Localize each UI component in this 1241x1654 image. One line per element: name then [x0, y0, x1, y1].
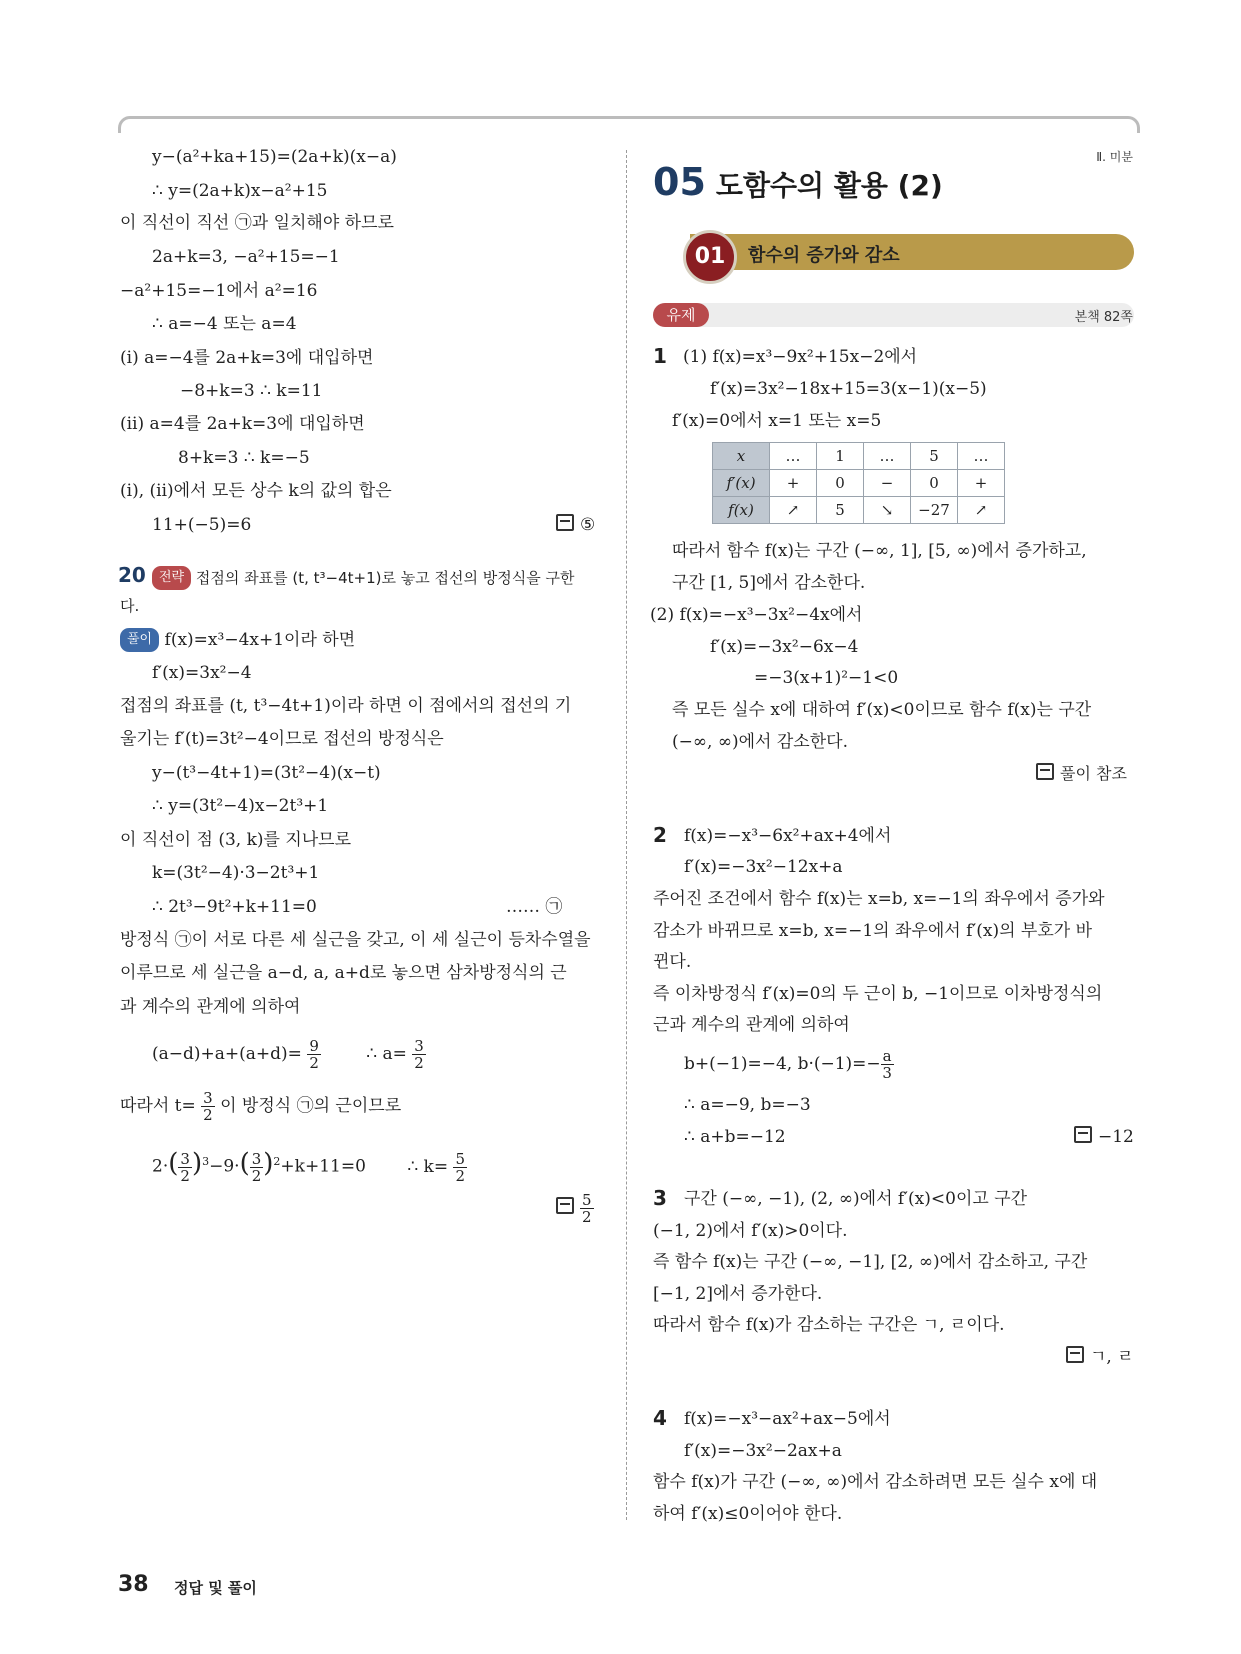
text-line: (ⅰ), (ⅱ)에서 모든 상수 k의 값의 합은 — [120, 481, 392, 501]
text-line: 방정식 ㉠이 서로 다른 세 실근을 갖고, 이 세 실근이 등차수열을 — [120, 930, 591, 950]
text-line: 이 직선이 점 (3, k)를 지나므로 — [120, 830, 352, 850]
answer-mark-icon — [1066, 1346, 1084, 1363]
variation-table — [712, 442, 1005, 524]
answer-mark-icon — [1074, 1126, 1092, 1143]
footer-label: 정답 및 풀이 — [174, 1579, 257, 1597]
text-line: 8+k=3 ∴ k=−5 — [178, 448, 310, 468]
text-line: 울기는 f′(t)=3t²−4이므로 접선의 방정식은 — [120, 729, 444, 749]
text-line: ∴ a=−4 또는 a=4 — [152, 314, 297, 334]
fraction: $\frac{3}{2}$ — [203, 1089, 213, 1124]
text-line: y−(a²+ka+15)=(2a+k)(x−a) — [152, 147, 397, 167]
text-line: (ⅰ) a=−4를 2a+k=3에 대입하면 — [120, 348, 374, 368]
fraction: $\frac{3}{2}$ — [414, 1037, 424, 1072]
text-line: f′(x)=3x²−4 — [152, 663, 252, 683]
text-line: −a²+15=−1에서 a²=16 — [120, 281, 318, 301]
text-line: 따라서 함수 f(x)는 구간 (−∞, 1], [5, ∞)에서 증가하고, — [672, 541, 1087, 561]
text-line: 감소가 바뀌므로 x=b, x=−1의 좌우에서 f′(x)의 부호가 바 — [653, 921, 1093, 941]
equation-line: (a−d)+a+(a+d)= $\frac{9}{2}$ ∴ a= $\frac{3}{2}$ — [152, 1037, 424, 1072]
text-line: 근과 계수의 관계에 의하여 — [653, 1015, 850, 1035]
fraction: $\frac{9}{2}$ — [309, 1037, 319, 1072]
text-line: 따라서 t= $\frac{3}{2}$ 이 방정식 ㉠의 근이므로 — [120, 1089, 402, 1124]
text-line: 하여 f′(x)≤0이어야 한다. — [653, 1504, 843, 1524]
problem-number: 2 — [653, 823, 667, 847]
answer — [1036, 763, 1127, 785]
chapter-label: Ⅱ. 미분 — [1096, 150, 1133, 164]
text-line: f′(x)=0에서 x=1 또는 x=5 — [672, 411, 882, 431]
text-line: 이루므로 세 실근을 a−d, a, a+d로 놓으면 삼차방정식의 근 — [120, 963, 567, 983]
strategy-line — [152, 566, 574, 590]
answer-value: −12 — [1098, 1127, 1134, 1147]
text-line: 11+(−5)=6 — [152, 515, 252, 535]
problem-number: 4 — [653, 1406, 667, 1430]
text-line: [−1, 2]에서 증가한다. — [653, 1284, 823, 1304]
answer-mark-icon — [1036, 763, 1054, 780]
text-line: ∴ 2t³−9t²+k+11=0 — [152, 897, 317, 917]
text-line: (ⅱ) a=4를 2a+k=3에 대입하면 — [120, 414, 365, 434]
text-line: y−(t³−4t+1)=(3t²−4)(x−t) — [152, 763, 381, 783]
fraction: $\frac{5}{2}$ — [455, 1149, 466, 1185]
strategy-text: 다. — [120, 597, 140, 615]
section-title: 05 도함수의 활용 (2) — [653, 160, 943, 204]
text-line: 구간 [1, 5]에서 감소한다. — [672, 573, 866, 593]
yuje-reference: 본책 82쪽 — [1074, 310, 1133, 325]
equation-line: b+(−1)=−4, b·(−1)=− $\frac{a}{3}$ — [684, 1047, 892, 1082]
top-frame-border — [118, 116, 1140, 133]
solution-line — [120, 628, 355, 652]
text-line: (−∞, ∞)에서 감소한다. — [672, 732, 848, 752]
text-line: (−1, 2)에서 f′(x)>0이다. — [653, 1221, 848, 1241]
text-line: (2) f(x)=−x³−3x²−4x에서 — [650, 605, 863, 625]
table-row: f′(x) + 0 − 0 + — [713, 470, 1005, 497]
text-line: 2a+k=3, −a²+15=−1 — [152, 247, 340, 267]
text-line: 구간 (−∞, −1), (2, ∞)에서 f′(x)<0이고 구간 — [684, 1189, 1028, 1209]
solution-text: f(x)=x³−4x+1이라 하면 — [164, 630, 356, 650]
text-line: 따라서 함수 f(x)가 감소하는 구간은 ㄱ, ㄹ이다. — [653, 1315, 1005, 1335]
text-line: ∴ a+b=−12 — [684, 1127, 786, 1147]
text-line: f′(x)=−3x²−6x−4 — [710, 637, 859, 657]
text-line: 즉 이차방정식 f′(x)=0의 두 근이 b, −1이므로 이차방정식의 — [653, 984, 1103, 1004]
text-line: f′(x)=−3x²−2ax+a — [684, 1441, 842, 1461]
answer — [556, 514, 595, 536]
table-row: f(x) ↗ 5 ↘ −27 ↗ — [713, 497, 1005, 524]
yuje-badge: 유제 — [653, 303, 709, 327]
text-line: ∴ y=(3t²−4)x−2t³+1 — [152, 796, 329, 816]
problem-number: 1 — [653, 344, 667, 368]
answer — [556, 1188, 594, 1228]
answer — [1074, 1126, 1134, 1148]
fraction: $\frac{3}{2}$ — [251, 1149, 262, 1185]
strategy-text: 접점의 좌표를 (t, t³−4t+1)로 놓고 접선의 방정식을 구한 — [195, 569, 575, 587]
column-divider — [626, 150, 627, 1520]
answer-value: 풀이 참조 — [1060, 764, 1127, 783]
text-line: f′(x)=−3x²−12x+a — [684, 857, 843, 877]
text-line: (1) f(x)=x³−9x²+15x−2에서 — [683, 347, 918, 367]
text-line: =−3(x+1)²−1<0 — [754, 668, 899, 688]
equation-line: 2·( $\frac{3}{2}$ )$^3$−9·( $\frac{3}{2}$ )$^2$+k+11=0 ∴ k= $\frac{5}{2}$ — [152, 1148, 466, 1185]
solution-badge: 풀이 — [120, 628, 159, 652]
answer — [1066, 1346, 1134, 1368]
text-line: 이 직선이 직선 ㉠과 일치해야 하므로 — [120, 213, 394, 233]
text-line: f′(x)=3x²−18x+15=3(x−1)(x−5) — [710, 379, 987, 399]
problem-number: 3 — [653, 1186, 667, 1210]
answer-mark-icon — [556, 1197, 574, 1214]
text-line: 접점의 좌표를 (t, t³−4t+1)이라 하면 이 점에서의 접선의 기 — [120, 696, 572, 716]
text-line: −8+k=3 ∴ k=11 — [180, 381, 323, 401]
answer-value: ㄱ, ㄹ — [1090, 1347, 1134, 1367]
yuje-bar — [653, 303, 1134, 327]
fraction: $\frac{a}{3}$ — [882, 1047, 892, 1082]
text-line: 즉 함수 f(x)는 구간 (−∞, −1], [2, ∞)에서 감소하고, 구간 — [653, 1252, 1088, 1272]
subsection-number: 01 — [683, 230, 737, 284]
text-line: 뀐다. — [653, 952, 692, 972]
text-line: ∴ a=−9, b=−3 — [684, 1095, 811, 1115]
text-line: k=(3t²−4)·3−2t³+1 — [152, 863, 320, 883]
text-line: ∴ y=(2a+k)x−a²+15 — [152, 181, 328, 201]
problem-number: 20 — [118, 563, 146, 587]
answer-mark-icon — [556, 514, 574, 531]
table-row: x … 1 … 5 … — [713, 443, 1005, 470]
fraction: $\frac{3}{2}$ — [180, 1149, 190, 1185]
strategy-badge: 전략 — [152, 566, 191, 590]
subsection-title: 함수의 증가와 감소 — [748, 245, 900, 266]
answer-value: ⑤ — [580, 515, 596, 535]
text-line: f(x)=−x³−ax²+ax−5에서 — [684, 1409, 891, 1429]
equation-tag: …… ㉠ — [506, 897, 563, 917]
text-line: 과 계수의 관계에 의하여 — [120, 997, 301, 1017]
text-line: 즉 모든 실수 x에 대하여 f′(x)<0이므로 함수 f(x)는 구간 — [672, 700, 1092, 720]
text-line: 함수 f(x)가 구간 (−∞, ∞)에서 감소하려면 모든 실수 x에 대 — [653, 1472, 1098, 1492]
text-line: f(x)=−x³−6x²+ax+4에서 — [684, 826, 892, 846]
fraction: $\frac{5}{2}$ — [582, 1191, 592, 1226]
page-number: 38 — [118, 1572, 149, 1597]
text-line: 주어진 조건에서 함수 f(x)는 x=b, x=−1의 좌우에서 증가와 — [653, 889, 1105, 909]
